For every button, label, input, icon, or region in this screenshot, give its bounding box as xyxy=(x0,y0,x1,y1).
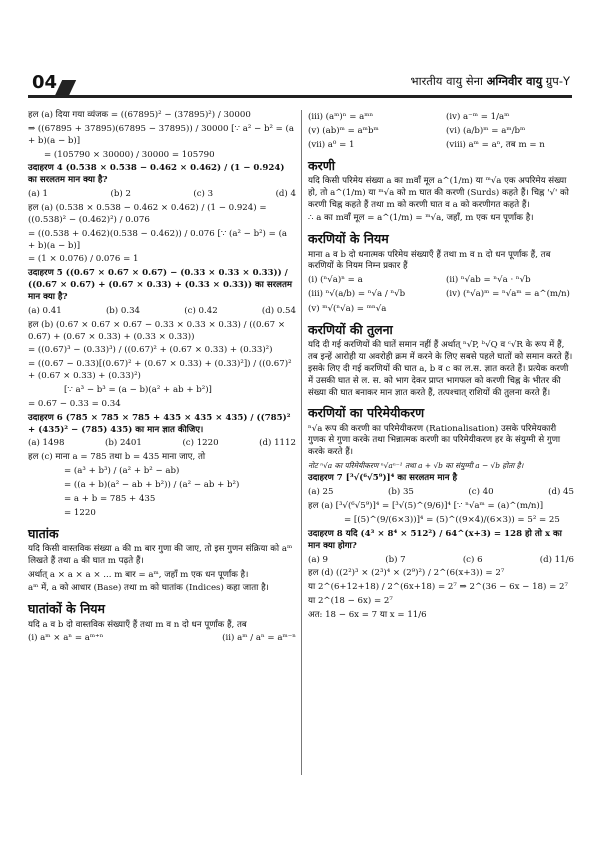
example-6-step2: = (a³ + b³) / (a² + b² − ab) xyxy=(64,466,180,477)
header-title-bold: अग्निवीर वायु xyxy=(486,74,543,88)
karni-niyam-paragraph: माना a व b दो धनात्मक परिमेय संख्याएँ हैं तथा m व n दो धन पूर्णांक हैं, तब करणियों के नियम निम्न प्रकार हैं xyxy=(308,249,551,272)
option: (a) 1498 xyxy=(28,438,65,449)
option: (b) 0.34 xyxy=(105,305,141,316)
rule: (i) (ⁿ√a)ⁿ = a xyxy=(308,275,363,286)
example-7-step2: = [(5)^(9/(6×3))]⁴ = (5)^((9×4)/(6×3)) = 5² = 25 xyxy=(344,514,560,525)
rule: (iv) a⁻ᵐ = 1/aᵐ xyxy=(446,112,510,122)
heading-tulna: करणियों की तुलना xyxy=(308,321,393,337)
karni-paragraph: यदि किसी परिमेय संख्या a का mवाँ मूल a^(1/m) या ᵐ√a एक अपरिमेय संख्या हो, तो a^(1/m) या ᵐ√a को m घात की करणी (Surds) कहते हैं। चिह्न '√' को करणी चिह्न कहते हैं तथा m को करणी घात व a को करणीगत कहते हैं। xyxy=(308,175,569,210)
option: (d) 4 xyxy=(275,189,296,200)
rule: (vii) a⁰ = 1 xyxy=(308,139,355,150)
option: (a) 1 xyxy=(28,189,49,200)
example-8-options xyxy=(308,555,574,567)
rule: (ii) ⁿ√ab = ⁿ√a · ⁿ√b xyxy=(446,275,531,286)
exponent-rules xyxy=(308,112,574,152)
rule: (ii) aᵐ / aⁿ = aᵐ⁻ⁿ xyxy=(222,633,296,644)
rule: (v) (ab)ᵐ = aᵐbᵐ xyxy=(308,125,379,136)
rule: (iv) (ⁿ√a)ᵐ = ⁿ√aᵐ = a^(m/n) xyxy=(446,289,570,300)
heading-ghatank: घातांक xyxy=(28,525,59,541)
example-8: उदाहरण 8 यदि (4³ × 8⁴ × 512²) / 64^(x+3) = 128 हो तो x का मान क्या होगा? xyxy=(308,528,562,551)
option: (d) 0.54 xyxy=(261,305,296,316)
option: (b) 35 xyxy=(388,487,414,498)
option: (c) 3 xyxy=(193,189,214,200)
option: (a) 9 xyxy=(308,554,329,565)
example-5-step5: = 0.67 − 0.33 = 0.34 xyxy=(28,398,121,409)
example-6-step5: = 1220 xyxy=(64,507,96,518)
option: (d) 11/6 xyxy=(539,554,574,565)
example-5-options xyxy=(28,306,296,318)
option: (a) 0.41 xyxy=(28,305,62,316)
header-title xyxy=(411,74,571,89)
option: (d) 45 xyxy=(548,487,574,498)
example-4-options xyxy=(28,189,296,201)
page-number: 04 xyxy=(32,72,58,93)
hal-a-line2: ⇒ ((67895 + 37895)(67895 − 37895)) / 30000 [∵ a² − b² = (a + b)(a − b)] xyxy=(28,123,295,146)
karni-paragraph-2: ∴ a का mवाँ मूल = a^(1/m) = ᵐ√a, जहाँ, m एक धन पूर्णांक है। xyxy=(308,213,534,224)
header-rule xyxy=(28,95,572,98)
heading-ghatank-niyam: घातांकों के नियम xyxy=(28,601,106,617)
option: (b) 2401 xyxy=(105,438,142,449)
surd-rules xyxy=(308,275,574,301)
header-title-pre: भारतीय वायु सेना xyxy=(410,74,487,88)
note: नोट ⁿ√a का परिमेयीकरण ⁿ√aⁿ⁻¹ तथा a + √b का संयुग्मी a − √b होता है। xyxy=(308,461,524,471)
option: (b) 7 xyxy=(385,554,406,565)
option: (c) 1220 xyxy=(182,438,219,449)
example-8-step3: या 2^(18 − 6x) = 2⁷ xyxy=(308,596,393,607)
tulna-paragraph: यदि दी गई करणियों की घातें समान नहीं हैं अर्थात् ⁿ√P, ᵇ√Q व ᶜ√R के रूप में हैं, तब इन्हें आरोही या अवरोही क्रम में करने के लिए सबसे पहले घातों को समान करते हैं। इसके लिए दी गई करणियों की घात a, b व c का ल.स. ज्ञात करते हैं। प्रत्येक करणी में उसकी घात से ल. स. को भाग देकर प्राप्त भागफल को करणी चिह्न के भीतर की संख्या की घात बनाकर मान ज्ञात करते हैं, तत्पश्चात् राशियों की तुलना करते हैं। xyxy=(308,340,573,398)
rule: (iii) ⁿ√(a/b) = ⁿ√a / ⁿ√b xyxy=(308,289,406,300)
example-6: उदाहरण 6 (785 × 785 × 785 + 435 × 435 × 435) / ((785)² + (435)² − (785) 435) का मान ज्ञात कीजिए। xyxy=(28,412,291,435)
rule: (i) aᵐ × aⁿ = aᵐ⁺ⁿ xyxy=(28,633,104,644)
pariy-paragraph: ⁿ√a रूप की करणी का परिमेयीकरण (Rationalisation) उसके परिमेयकारी गुणक से गुणा करके तथा भिन्नात्मक करणी का परिमेयीकरण हर के संयुग्मी से गुणा करके करते हैं। xyxy=(308,423,561,458)
option: (d) 1112 xyxy=(259,438,296,449)
example-5: उदाहरण 5 ((0.67 × 0.67 × 0.67) − (0.33 × 0.33 × 0.33)) / ((0.67 × 0.67) + (0.67 × 0.33) + (0.33 × 0.33)) का सरलतम मान क्या है? xyxy=(28,268,293,303)
heading-pariy: करणियों का परिमेयीकरण xyxy=(308,405,425,421)
option: (a) 25 xyxy=(308,487,334,498)
example-5-step3: = ((0.67 − 0.33)[(0.67)² + (0.67 × 0.33) + (0.33)²]) / ((0.67)² + (0.67 × 0.33) + (0.33)²) xyxy=(28,359,292,382)
example-5-step4: [∵ a³ − b³ = (a − b)(a² + ab + b²)] xyxy=(64,385,212,396)
ghatank-paragraph: यदि किसी वास्तविक संख्या a की m बार गुणा की जाए, तो इस गुणन संक्रिया को aᵐ लिखते हैं तथा a की घात m पढ़ते हैं। xyxy=(28,543,293,566)
header-title-post: ग्रुप-Y xyxy=(542,74,570,88)
page-header xyxy=(28,58,572,98)
left-column xyxy=(28,110,296,647)
example-8-step2: या 2^(6+12+18) / 2^(6x+18) = 2⁷ ⇒ 2^(36 − 6x − 18) = 2⁷ xyxy=(308,582,568,593)
example-4: उदाहरण 4 (0.538 × 0.538 − 0.462 × 0.462) / (1 − 0.924) का सरलतम मान क्या है? xyxy=(28,163,285,186)
rule: (iii) (aᵐ)ⁿ = aᵐⁿ xyxy=(308,112,374,122)
example-5-step1: हल (b) (0.67 × 0.67 × 0.67 − 0.33 × 0.33 × 0.33) / ((0.67 × 0.67) + (0.67 × 0.33) + (0.33 × 0.33)) xyxy=(28,319,286,342)
niyam-paragraph: यदि a व b दो वास्तविक संख्याएँ हैं तथा m व n दो धन पूर्णांक हैं, तब xyxy=(28,619,247,630)
example-6-step1: हल (c) माना a = 785 तथा b = 435 माना जाए, तो xyxy=(28,452,206,463)
rule: (viii) aᵐ = aⁿ, तब m = n xyxy=(446,139,545,150)
heading-karni-niyam: करणियों के नियम xyxy=(308,231,389,247)
hal-a-line1: हल (a) दिया गया व्यंजक = ((67895)² − (37895)²) / 30000 xyxy=(28,110,251,120)
ghatank-paragraph-2: अर्थात् a × a × a × ... m बार = aᵐ, जहाँ m एक धन पूर्णांक है। xyxy=(28,569,249,580)
ghatank-paragraph-3: aᵐ में, a को आधार (Base) तथा m को घातांक (Indices) कहा जाता है। xyxy=(28,583,269,594)
heading-karni: करणी xyxy=(308,157,335,173)
example-7-options xyxy=(308,487,574,499)
example-8-step4: अत: 18 − 6x = 7 या x = 11/6 xyxy=(308,610,427,620)
example-7: उदाहरण 7 [³√(⁶√5⁹)]⁴ का सरलतम मान है xyxy=(308,473,458,484)
example-4-step1: हल (a) (0.538 × 0.538 − 0.462 × 0.462) / (1 − 0.924) = ((0.538)² − (0.462)²) / 0.076 xyxy=(28,203,267,225)
rule: (vi) (a/b)ᵐ = aᵐ/bᵐ xyxy=(446,125,526,136)
option: (b) 2 xyxy=(110,189,131,200)
option: (c) 6 xyxy=(462,554,483,565)
example-5-step2: = ((0.67)³ − (0.33)³) / ((0.67)² + (0.67 × 0.33) + (0.33)²) xyxy=(28,345,273,356)
example-7-step1: हल (a) [³√(⁶√5⁹)]⁴ = [³√(5)^(9/6)]⁴ [∵ ⁿ√aᵐ = (a)^(m/n)] xyxy=(308,501,544,512)
hal-a-line3: = (105790 × 30000) / 30000 = 105790 xyxy=(44,149,215,160)
niyam-rules xyxy=(28,633,296,645)
option: (c) 40 xyxy=(468,487,494,498)
column-divider xyxy=(301,110,302,775)
example-6-options xyxy=(28,438,296,450)
example-8-step1: हल (d) ((2²)³ × (2³)⁴ × (2⁹)²) / 2^(6(x+3)) = 2⁷ xyxy=(308,568,505,579)
right-column xyxy=(308,110,574,624)
example-6-step4: = a + b = 785 + 435 xyxy=(64,493,156,504)
example-4-step2: = ((0.538 + 0.462)(0.538 − 0.462)) / 0.076 [∵ (a² − b²) = (a + b)(a − b)] xyxy=(28,228,288,251)
option: (c) 0.42 xyxy=(184,305,218,316)
example-6-step3: = ((a + b)(a² − ab + b²)) / (a² − ab + b²) xyxy=(64,480,240,491)
example-4-step3: = (1 × 0.076) / 0.076 = 1 xyxy=(28,254,139,265)
surd-rule-v: (v) ᵐ√(ⁿ√a) = ᵐⁿ√a xyxy=(308,303,387,314)
